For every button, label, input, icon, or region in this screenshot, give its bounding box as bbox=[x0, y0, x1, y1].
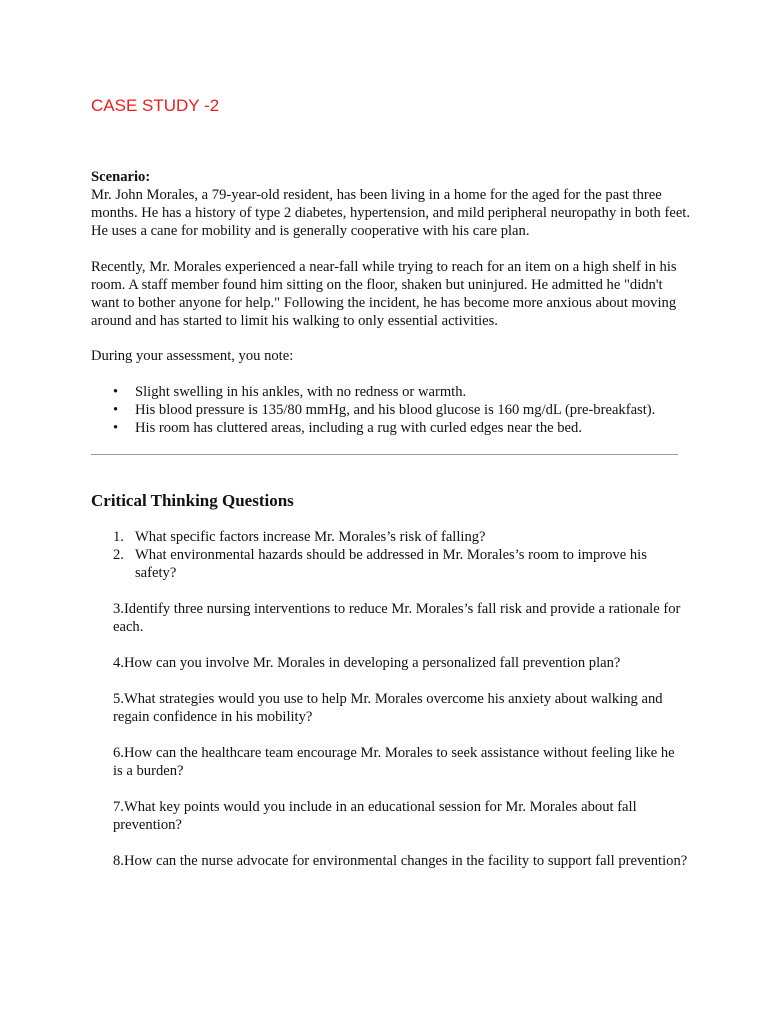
scenario-paragraph-3: During your assessment, you note: bbox=[91, 348, 294, 364]
question-4: 4.How can you involve Mr. Morales in developing a personalized fall prevention plan? bbox=[113, 655, 621, 671]
question-number: 2. bbox=[113, 547, 124, 563]
question-6: 6.How can the healthcare team encourage Mr. Morales to seek assistance without feeling like he is a burden? bbox=[113, 745, 675, 779]
assessment-note: • His room has cluttered areas, including a rug with curled edges near the bed. bbox=[91, 419, 711, 437]
question-item bbox=[113, 546, 683, 582]
question-text: What environmental hazards should be addressed in Mr. Morales’s room to improve his safety? bbox=[135, 547, 647, 581]
question-7: 7.What key points would you include in an educational session for Mr. Morales about fall prevention? bbox=[113, 799, 637, 833]
scenario-paragraph-1: Mr. John Morales, a 79-year-old resident, has been living in a home for the aged for the past three months. He has a history of type 2 diabetes, hypertension, and mild peripheral neuropathy in both feet. He uses a cane for mobility and is generally cooperative with his care plan. bbox=[91, 187, 691, 239]
assessment-note: • Slight swelling in his ankles, with no redness or warmth. bbox=[91, 383, 711, 401]
scenario-heading: Scenario: bbox=[91, 169, 151, 185]
questions-heading: Critical Thinking Questions bbox=[91, 491, 294, 510]
question-text: What specific factors increase Mr. Morales’s risk of falling? bbox=[135, 529, 486, 545]
question-item bbox=[113, 528, 683, 546]
assessment-note: • His blood pressure is 135/80 mmHg, and his blood glucose is 160 mg/dL (pre-breakfast). bbox=[91, 401, 711, 419]
question-5: 5.What strategies would you use to help Mr. Morales overcome his anxiety about walking and regain confidence in his mobility? bbox=[113, 691, 663, 725]
question-3: 3.Identify three nursing interventions to reduce Mr. Morales’s fall risk and provide a rationale for each. bbox=[113, 601, 681, 635]
question-8: 8.How can the nurse advocate for environmental changes in the facility to support fall prevention? bbox=[113, 853, 688, 869]
questions-numbered-list bbox=[113, 528, 683, 582]
scenario-section bbox=[91, 168, 691, 240]
case-study-title: CASE STUDY -2 bbox=[91, 96, 220, 115]
horizontal-divider bbox=[91, 454, 678, 455]
assessment-notes-list bbox=[91, 383, 711, 437]
question-number: 1. bbox=[113, 529, 124, 545]
scenario-paragraph-2: Recently, Mr. Morales experienced a near-fall while trying to reach for an item on a high shelf in his room. A staff member found him sitting on the floor, shaken but uninjured. He admitted he "didn't want to bother anyone for help." Following the incident, he has become more anxious about moving around and has started to limit his walking to only essential activities. bbox=[91, 259, 677, 329]
